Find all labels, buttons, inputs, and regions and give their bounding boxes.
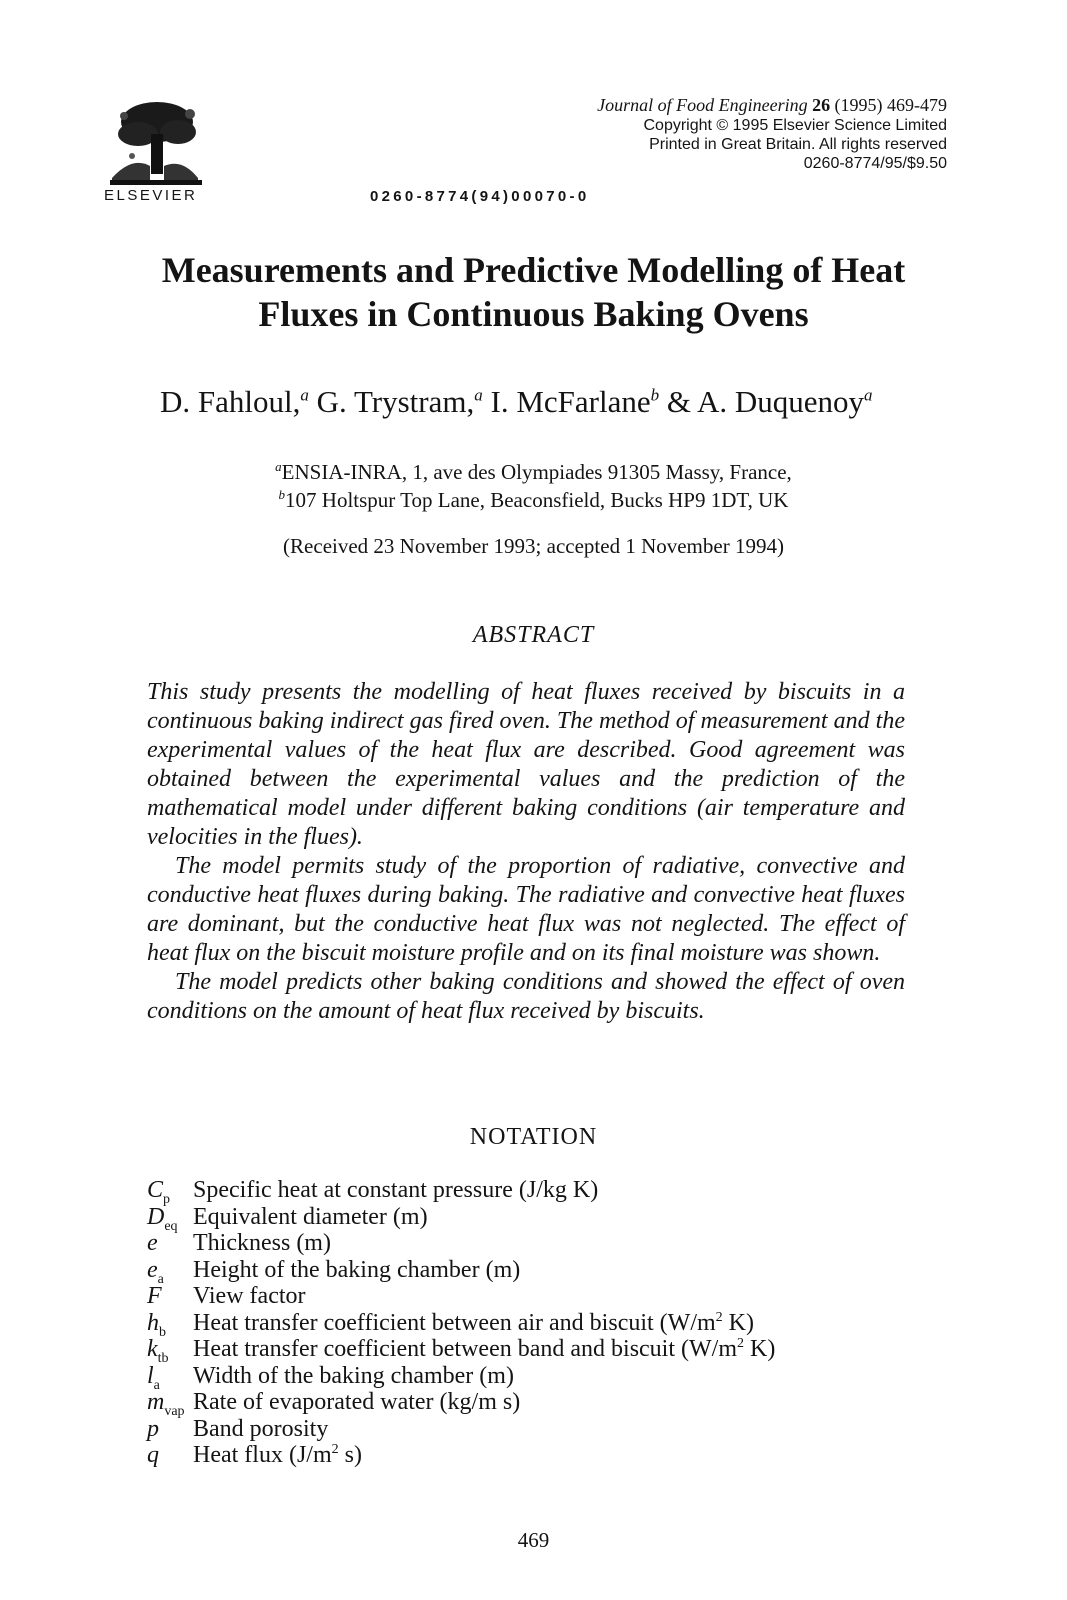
- description-text: View factor: [193, 1283, 306, 1309]
- symbol-subscript: tb: [157, 1350, 169, 1366]
- affiliation-text: 107 Holtspur Top Lane, Beaconsfield, Bucks HP9 1DT, UK: [285, 488, 789, 512]
- author-name: G. Trystram,: [316, 384, 475, 419]
- description-superscript: 2: [737, 1336, 744, 1351]
- notation-heading: NOTATION: [469, 1124, 598, 1150]
- notation-description: [193, 1230, 331, 1257]
- symbol-base: m: [147, 1389, 165, 1415]
- symbol-base: p: [147, 1415, 159, 1442]
- description-text: Heat flux (J/m: [193, 1442, 332, 1468]
- symbol-subscript: p: [163, 1191, 171, 1207]
- abstract-paragraph: The model predicts other baking conditions and showed the effect of oven conditions on the amount of heat flux received by biscuits.: [147, 969, 905, 1024]
- notation-description: [193, 1416, 328, 1443]
- page-number: 469: [517, 1528, 550, 1552]
- author-name: & A. Duquenoy: [666, 384, 865, 419]
- notation-description: [193, 1363, 514, 1390]
- notation-description: [193, 1336, 775, 1363]
- abstract-body: [147, 678, 905, 1026]
- affiliation: [100, 486, 967, 514]
- title-line: Fluxes in Continuous Baking Ovens: [258, 294, 809, 334]
- symbol-base: e: [147, 1256, 158, 1283]
- notation-description: [193, 1310, 754, 1337]
- journal-year-pages: (1995) 469-479: [834, 95, 947, 115]
- description-text: Equivalent diameter (m): [193, 1203, 428, 1230]
- description-text: Height of the baking chamber (m): [193, 1256, 521, 1283]
- notation-row: [147, 1416, 775, 1443]
- publisher-name: ELSEVIER: [104, 187, 198, 204]
- issn-code: 0260-8774(94)00070-0: [370, 188, 590, 205]
- symbol-base: F: [147, 1283, 162, 1309]
- description-text: Heat transfer coefficient between air and biscuit (W/m: [193, 1309, 716, 1336]
- symbol-subscript: a: [153, 1377, 160, 1393]
- description-tail: K): [722, 1309, 754, 1336]
- description-text: Width of the baking chamber (m): [193, 1362, 514, 1389]
- description-text: Heat transfer coefficient between band and biscuit (W/m: [193, 1336, 737, 1362]
- notation-row: [147, 1177, 775, 1207]
- symbol-base: k: [147, 1336, 158, 1362]
- notation-description: [193, 1257, 520, 1284]
- notation-row: [147, 1336, 776, 1366]
- journal-name: Journal of Food Engineering: [597, 95, 808, 115]
- printed-line: Printed in Great Britain. All rights reserved: [649, 136, 947, 153]
- author-name: I. McFarlane: [490, 384, 651, 419]
- notation-row: [147, 1203, 775, 1234]
- affiliation-mark: a: [474, 385, 483, 405]
- journal-citation: [597, 96, 947, 116]
- notation-symbol: [147, 1442, 193, 1473]
- description-text: Specific heat at constant pressure (J/kg K): [193, 1177, 599, 1203]
- symbol-base: e: [147, 1230, 158, 1256]
- notation-description: [193, 1283, 306, 1310]
- notation-list: [147, 1177, 775, 1469]
- notation-description: [193, 1204, 428, 1231]
- affiliation-text: ENSIA-INRA, 1, ave des Olympiades 91305 Massy, France,: [281, 460, 792, 484]
- price-code: 0260-8774/95/$9.50: [803, 155, 947, 172]
- copyright-line: Copyright © 1995 Elsevier Science Limited: [643, 117, 947, 134]
- description-tail: s): [338, 1442, 362, 1468]
- notation-description: [193, 1442, 362, 1469]
- notation-row: [147, 1362, 775, 1393]
- symbol-subscript: vap: [164, 1403, 185, 1419]
- abstract-heading: ABSTRACT: [472, 622, 595, 648]
- symbol-base: D: [147, 1203, 165, 1230]
- symbol-base: l: [147, 1362, 154, 1389]
- notation-row: [147, 1283, 775, 1310]
- abstract-paragraph: The model permits study of the proportion of radiative, convective and conductive heat fluxes during baking. The radiative and convective heat fluxes are dominant, but the conductive heat flux was not neglected. The effect of heat flux on the biscuit moisture profile and on its final moisture was shown.: [147, 853, 905, 966]
- description-text: Band porosity: [193, 1415, 329, 1442]
- symbol-subscript: a: [157, 1271, 164, 1287]
- affiliation-mark: a: [300, 385, 309, 405]
- affiliation-mark: b: [278, 487, 286, 502]
- author-list: [160, 384, 873, 420]
- affiliation-mark: a: [275, 459, 282, 474]
- description-text: Rate of evaporated water (kg/m s): [193, 1389, 521, 1415]
- notation-row: [147, 1230, 775, 1257]
- received-dates: (Received 23 November 1993; accepted 1 November 1994): [283, 534, 784, 558]
- affiliations: [100, 458, 967, 514]
- description-tail: K): [744, 1336, 776, 1362]
- abstract-paragraph: This study presents the modelling of heat fluxes received by biscuits in a continuous baking indirect gas fired oven. The method of measurement and the experimental values of the heat flux are described. Good agreement was obtained between the experimental values and the prediction of the mathematical model under different baking conditions (air temperature and velocities in the flues).: [147, 679, 905, 850]
- description-text: Thickness (m): [193, 1230, 331, 1256]
- article-title: [100, 248, 967, 336]
- notation-row: [147, 1309, 775, 1340]
- symbol-base: h: [147, 1309, 159, 1336]
- notation-description: [193, 1389, 520, 1416]
- description-superscript: 2: [331, 1442, 339, 1457]
- description-superscript: 2: [715, 1309, 723, 1325]
- notation-description: [193, 1177, 598, 1204]
- author-name: D. Fahloul,: [160, 384, 301, 419]
- symbol-base: C: [147, 1177, 164, 1203]
- affiliation-mark: b: [650, 385, 660, 405]
- symbol-subscript: b: [159, 1324, 166, 1340]
- journal-info: [597, 96, 947, 173]
- affiliation-mark: a: [864, 385, 873, 405]
- title-line: Measurements and Predictive Modelling of Heat: [161, 250, 906, 290]
- symbol-base: q: [147, 1442, 159, 1468]
- notation-row: [147, 1256, 775, 1287]
- journal-volume: 26: [812, 95, 831, 115]
- affiliation: [100, 458, 967, 486]
- symbol-subscript: eq: [164, 1218, 178, 1234]
- notation-row: [147, 1442, 775, 1469]
- notation-row: [147, 1389, 775, 1419]
